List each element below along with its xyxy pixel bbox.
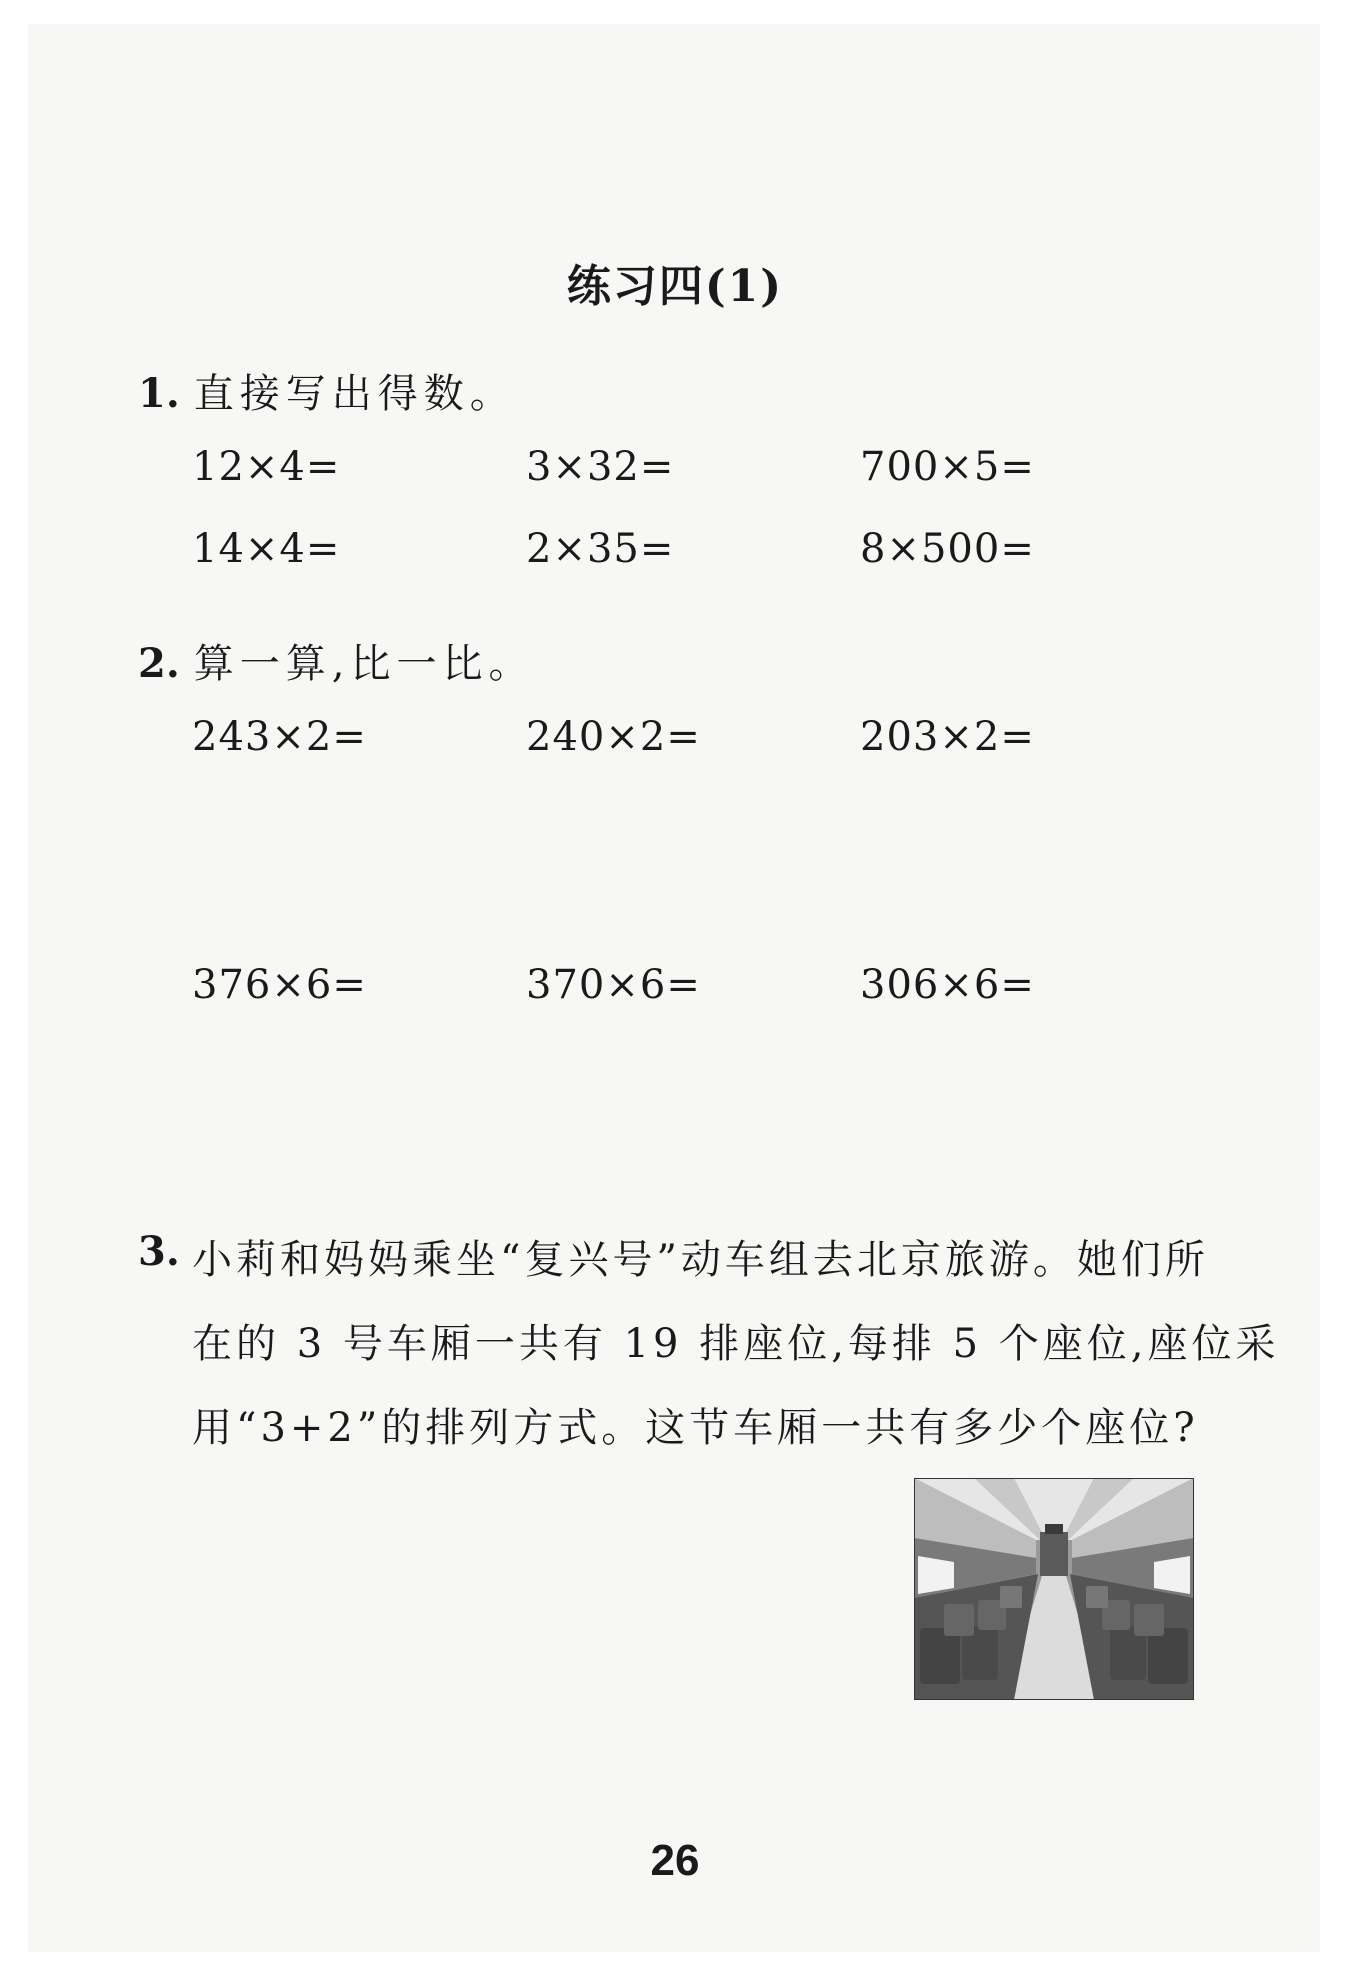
question-1-text: 直接写出得数。 (193, 371, 516, 417)
q2-expr-2: 240×2= (526, 714, 701, 760)
train-cabin-illustration (914, 1478, 1194, 1700)
q1-expr-2: 3×32= (526, 444, 675, 490)
q2-expr-1: 243×2= (192, 714, 367, 760)
q2-expr-6: 306×6= (860, 962, 1035, 1008)
q1-expr-5: 2×35= (526, 526, 675, 572)
question-1-heading (138, 362, 516, 419)
q1-expr-6: 8×500= (860, 526, 1035, 572)
q1-expr-3: 700×5= (860, 444, 1035, 490)
question-3-line-1: 小莉和妈妈乘坐“复兴号”动车组去北京旅游。她们所 (192, 1237, 1209, 1283)
question-2-heading (138, 632, 534, 689)
q1-expr-4: 14×4= (192, 526, 341, 572)
q2-expr-3: 203×2= (860, 714, 1035, 760)
question-3-line-2: 在的 3 号车厢一共有 19 排座位,每排 5 个座位,座位采 (192, 1321, 1280, 1367)
q2-expr-4: 376×6= (192, 962, 367, 1008)
question-1-number: 1. (138, 370, 180, 417)
q1-expr-1: 12×4= (192, 444, 341, 490)
q2-expr-5: 370×6= (526, 962, 701, 1008)
question-2-text: 算一算,比一比。 (193, 641, 535, 687)
page-title: 练习四(1) (566, 261, 784, 312)
question-3-line-3: 用“3+2”的排列方式。这节车厢一共有多少个座位? (192, 1405, 1199, 1451)
page-number: 26 (650, 1836, 700, 1885)
question-3-number: 3. (138, 1228, 180, 1275)
question-2-number: 2. (138, 640, 180, 687)
question-3-heading (138, 1228, 194, 1275)
